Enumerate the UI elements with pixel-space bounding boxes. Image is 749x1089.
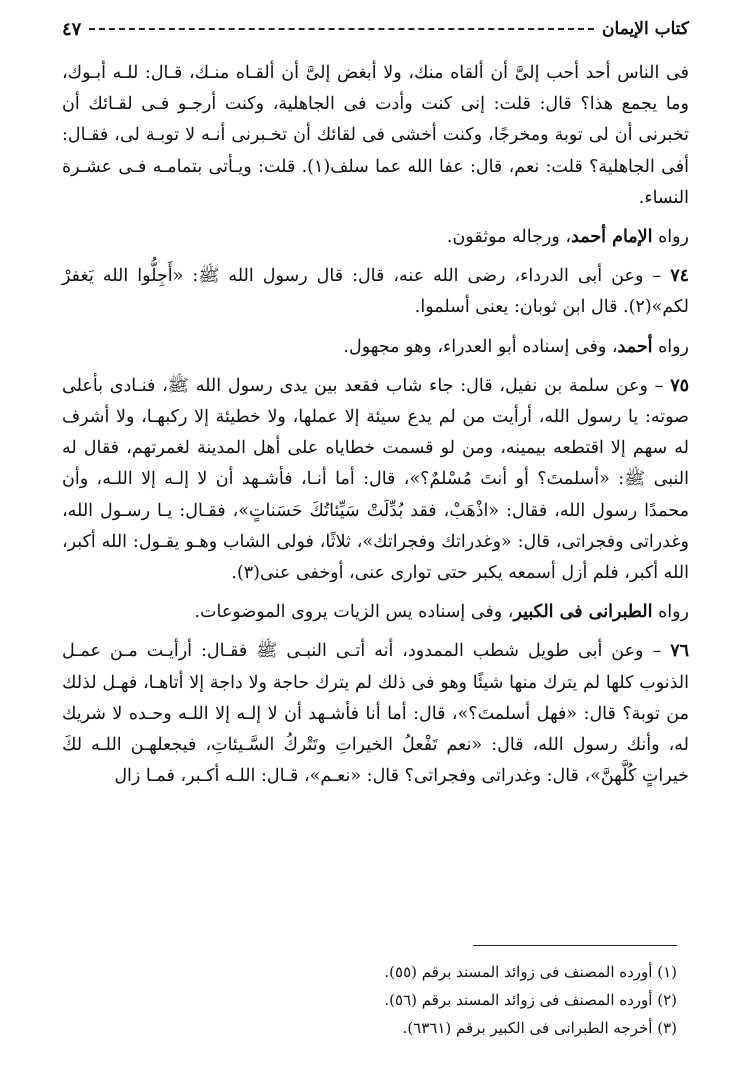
header-dashed-rule	[89, 28, 594, 30]
hadith-74: ٧٤ – وعن أبى الدرداء، رضى الله عنه، قال: قال رسول الله ﷺ: «أَجِلُّوا الله يَغفرْ لكم»(٢). قال ابن ثوبان: يعنى أسلموا.	[62, 266, 689, 318]
main-text	[62, 58, 689, 792]
hadith-76: ٧٦ – وعن أبى طويل شطب الممدود، أنه أتـى النبـى ﷺ فقـال: أرأيـت مـن عمـل الذنوب كلها لم يترك منها شيئًا وهو فى ذلك لم يترك حاجة ولا داجة إلا أتاهـا، فهـل لذلك من توبة؟ قال: «فهل أسلمتَ؟»، قال: أما أنا فأشـهد أن لا إلـه إلا اللـه وحـده لا شريك له، وأنك رسول الله، قال: «نعم تَفْعلُ الخيراتِ وتَتْركُ السَّـيئاتِ، فيجعلهـن اللـه لكَ خيراتٍ كُلَّهنَّ»، قال: وغدراتى وفجراتى؟ قال: «نعـم»، قـال: اللـه أكـبر، فمـا زال	[62, 641, 689, 787]
hadith-75: ٧٥ – وعن سلمة بن نفيل، قال: جاء شاب فقعد بين يدى رسول الله ﷺ، فنـادى بأعلى صوته: يا رسول الله، أرأيت من لم يدع سيئة إلا عملها، ولا خطيئة إلا ركبهـا، ولا أشرف له سهم إلا اقتطعه بيمينه، ومن لو قسمت خطاياه على أهل المدينة لغمرتهم، فقال له النبى ﷺ: «أسلمتَ؟ أو أنتَ مُسْلمٌ؟»، قال: أما أنـا، فأشـهد أن لا إلـه إلا اللـه، وأن محمدًا رسول الله، فقال: «اذْهَبْ، فقد بُدِّلَتْ سَيِّئاتُكَ حَسَناتٍ»، فقـال: يـا رسـول الله، وغدراتى وفجراتى، قال: «وغدراتك وفجراتك»، ثلاثًا، فولى الشاب وهـو يقـول: الله أكبر، الله أكبر، فلم أزل أسمعه يكبر حتى توارى عنى، أوخفى عنى(٣).	[62, 375, 689, 584]
footnotes	[57, 958, 677, 1042]
running-header	[62, 14, 689, 44]
page-number: ٤٧	[62, 18, 82, 40]
narrator-name: الطبرانى فى الكبير	[513, 602, 653, 623]
narration-source: رواه الإمام أحمد، ورجاله موثقون.	[446, 227, 689, 248]
hadith-number: ٧٥	[670, 375, 689, 396]
narration-source: رواه أحمد، وفى إسناده أبو العدراء، وهو مجهول.	[343, 336, 689, 357]
narration-source: رواه الطبرانى فى الكبير، وفى إسناده يس الزيات يروى الموضوعات.	[194, 602, 689, 623]
footnote-divider	[473, 945, 677, 946]
book-title: كتاب الإيمان	[602, 19, 689, 39]
footnote-3: (٣) أخرجه الطبرانى فى الكبير برقم (٦٣٦١).	[402, 1019, 677, 1037]
narrator-name: أحمد	[617, 336, 653, 357]
paragraph-continuation: فى الناس أحد أحب إلىَّ أن ألقاه منك، ولا أبغض إلىَّ أن ألقـاه منـك، قـال: للـه أبـوك، وما يجمع هذا؟ قال: قلت: إنى كنت وأدت فى الجاهلية، وكنت أرجـو فـى لقـائك أن تخبرنى أن لى توبة ومخرجًا، وكنت أخشى فى لقائك أن تخـبرنى أنـه لا توبـة لى، فقـال: أفى الجاهلية؟ قلت: نعم، قال: عفا الله عما سلف(١). قلت: ويـأتى بتمامـه فـى عشـرة النساء.	[62, 63, 689, 208]
footnote-2: (٢) أورده المصنف فى زوائد المسند برقم (٥٦).	[384, 991, 677, 1009]
footnote-1: (١) أورده المصنف فى زوائد المسند برقم (٥٥).	[384, 963, 677, 981]
hadith-number: ٧٦	[670, 641, 689, 662]
hadith-number: ٧٤	[670, 266, 689, 287]
narrator-name: الإمام أحمد	[571, 227, 653, 248]
